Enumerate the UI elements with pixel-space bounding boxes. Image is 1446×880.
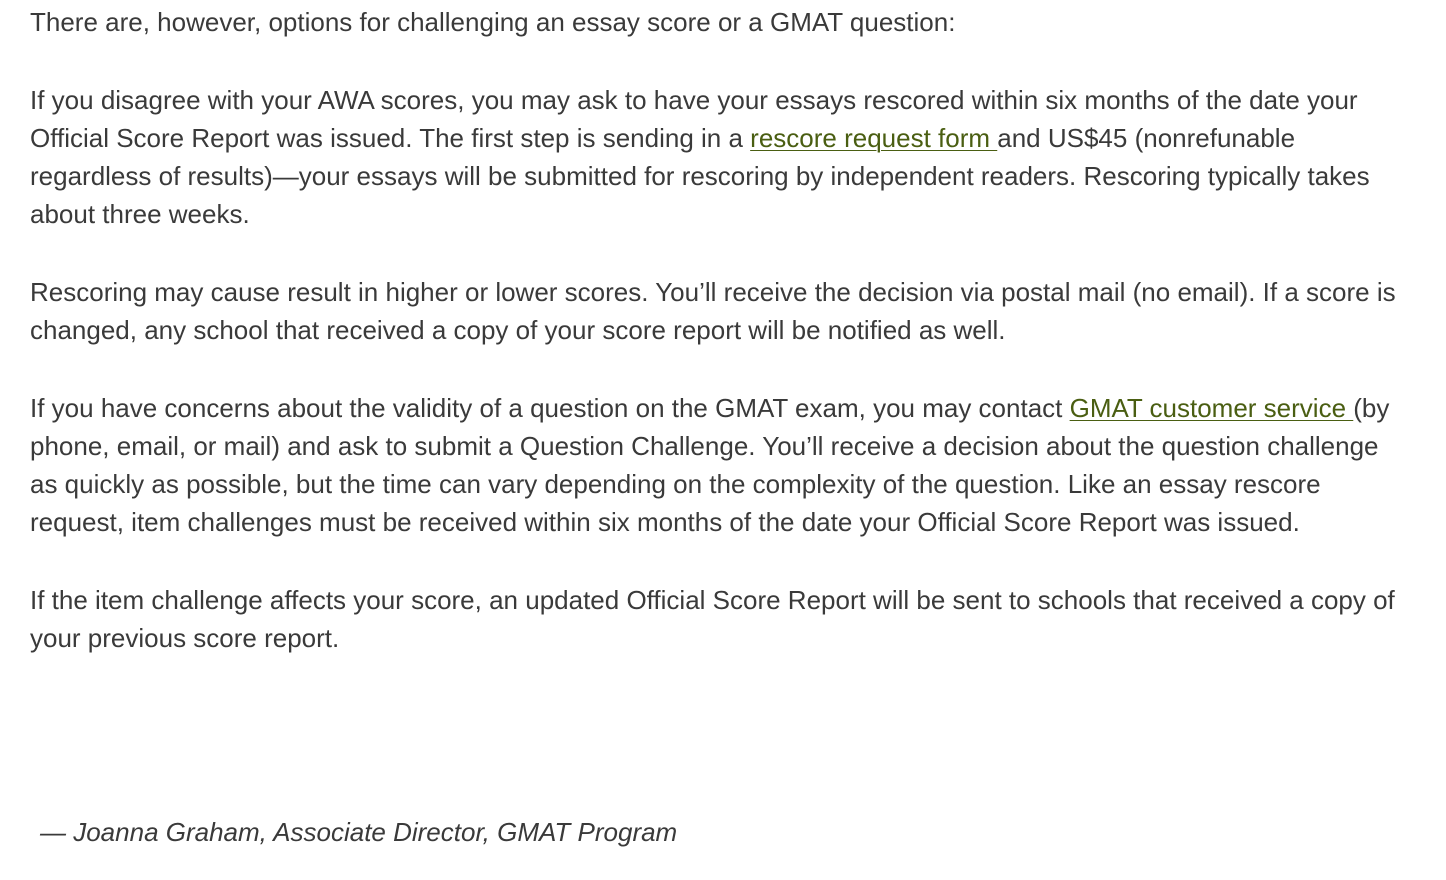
rescoring-results-paragraph: Rescoring may cause result in higher or lower scores. You’ll receive the decision via postal mail (no email). If a score is changed, any school that received a copy of your score report will be notified as well. bbox=[30, 277, 1396, 345]
gmat-customer-service-link[interactable]: GMAT customer service bbox=[1069, 393, 1354, 423]
intro-paragraph: There are, however, options for challenging an essay score or a GMAT question: bbox=[30, 7, 956, 37]
article-body bbox=[30, 3, 1410, 697]
rescore-paragraph bbox=[30, 81, 1410, 233]
challenge-text-before: If you have concerns about the validity of a question on the GMAT exam, you may contact bbox=[30, 393, 1070, 423]
rescore-text-after: and US$45 (nonrefunable regardless of results)—your essays will be submitted for rescoring by independent readers. Rescoring typically takes about three weeks. bbox=[30, 123, 1370, 229]
challenge-text-after: (by phone, email, or mail) and ask to submit a Question Challenge. You’ll receive a decision about the question challenge as quickly as possible, but the time can vary depending on the complexity of the question. Like an essay rescore request, item challenges must be received within six months of the date your Official Score Report was issued. bbox=[30, 393, 1390, 537]
rescore-text-before: If you disagree with your AWA scores, you may ask to have your essays rescored within six months of the date your Official Score Report was issued. The first step is sending in a bbox=[30, 85, 1358, 153]
author-signature: — Joanna Graham, Associate Director, GMAT Program bbox=[40, 817, 678, 847]
question-challenge-paragraph bbox=[30, 389, 1410, 541]
item-challenge-paragraph: If the item challenge affects your score, an updated Official Score Report will be sent to schools that received a copy of your previous score report. bbox=[30, 585, 1395, 653]
rescore-request-form-link[interactable]: rescore request form bbox=[750, 123, 998, 153]
